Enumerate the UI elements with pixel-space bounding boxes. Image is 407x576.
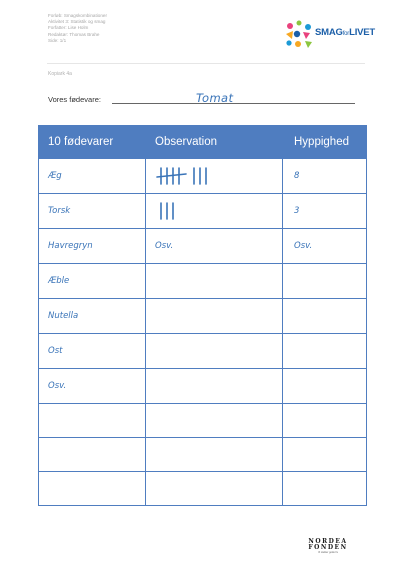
- food-cell[interactable]: [39, 472, 146, 506]
- food-cell[interactable]: Osv.: [39, 369, 146, 404]
- observation-cell[interactable]: [146, 159, 283, 194]
- logo-mark-icon: [283, 18, 317, 50]
- table-row: [39, 264, 367, 299]
- food-cell[interactable]: [39, 404, 146, 438]
- observation-cell[interactable]: [146, 299, 283, 334]
- frequency-cell[interactable]: [283, 334, 367, 369]
- food-cell[interactable]: Havregryn: [39, 229, 146, 264]
- food-cell[interactable]: Æble: [39, 264, 146, 299]
- column-header-observation: Observation: [146, 126, 283, 159]
- table-row: [39, 299, 367, 334]
- meta-line: Side: 1/1: [48, 37, 67, 43]
- food-answer-value: Tomat: [196, 91, 234, 105]
- table-row: [39, 334, 367, 369]
- table-row: [39, 159, 367, 194]
- table-row: [39, 438, 367, 472]
- table-row: [39, 472, 367, 506]
- nordea-fonden-logo: [308, 539, 348, 555]
- table-row: [39, 229, 367, 264]
- table-row: [39, 404, 367, 438]
- observation-cell[interactable]: [146, 472, 283, 506]
- smag-for-livet-logo: [283, 18, 375, 50]
- meta-line: Aktivitet 3: Statistik og smag: [48, 19, 106, 25]
- tally-marks-icon: [155, 165, 245, 187]
- nordea-logo-tagline: Vi støtter gode liv: [318, 551, 338, 554]
- observation-cell[interactable]: [146, 264, 283, 299]
- food-cell[interactable]: Nutella: [39, 299, 146, 334]
- observation-cell[interactable]: [146, 334, 283, 369]
- food-cell[interactable]: [39, 438, 146, 472]
- meta-line: Forfatter: Lise Holm: [48, 25, 89, 31]
- food-cell[interactable]: Æg: [39, 159, 146, 194]
- observation-table: [38, 125, 367, 506]
- food-label: Vores fødevare:: [48, 95, 101, 104]
- frequency-cell[interactable]: 3: [283, 194, 367, 229]
- meta-line: Redaktør: Thomas Brahe: [48, 31, 100, 37]
- observation-cell[interactable]: [146, 369, 283, 404]
- frequency-cell[interactable]: [283, 438, 367, 472]
- table-row: [39, 369, 367, 404]
- tally-marks-icon: [155, 200, 245, 222]
- frequency-cell[interactable]: Osv.: [283, 229, 367, 264]
- table-header-row: [39, 126, 367, 159]
- food-cell[interactable]: Ost: [39, 334, 146, 369]
- frequency-cell[interactable]: [283, 299, 367, 334]
- observation-cell[interactable]: Osv.: [146, 229, 283, 264]
- food-cell[interactable]: Torsk: [39, 194, 146, 229]
- frequency-cell[interactable]: [283, 472, 367, 506]
- frequency-cell[interactable]: 8: [283, 159, 367, 194]
- table-row: [39, 194, 367, 229]
- food-answer-line: [112, 103, 355, 104]
- kopiark-label: Kopiark 4a: [48, 71, 72, 77]
- header-divider: [47, 63, 365, 64]
- frequency-cell[interactable]: [283, 369, 367, 404]
- meta-line: Forløb: Smagskombinationer: [48, 13, 107, 18]
- nordea-logo-line1: NORDEA: [308, 538, 348, 545]
- nordea-logo-line2: FONDEN: [308, 544, 348, 551]
- frequency-cell[interactable]: [283, 264, 367, 299]
- column-header-food: 10 fødevarer: [39, 126, 146, 159]
- observation-cell[interactable]: [146, 438, 283, 472]
- logo-wordmark: SMAGforLIVET: [315, 27, 376, 38]
- frequency-cell[interactable]: [283, 404, 367, 438]
- observation-cell[interactable]: [146, 194, 283, 229]
- column-header-frequency: Hyppighed: [283, 126, 367, 159]
- document-meta: [48, 13, 107, 44]
- observation-cell[interactable]: [146, 404, 283, 438]
